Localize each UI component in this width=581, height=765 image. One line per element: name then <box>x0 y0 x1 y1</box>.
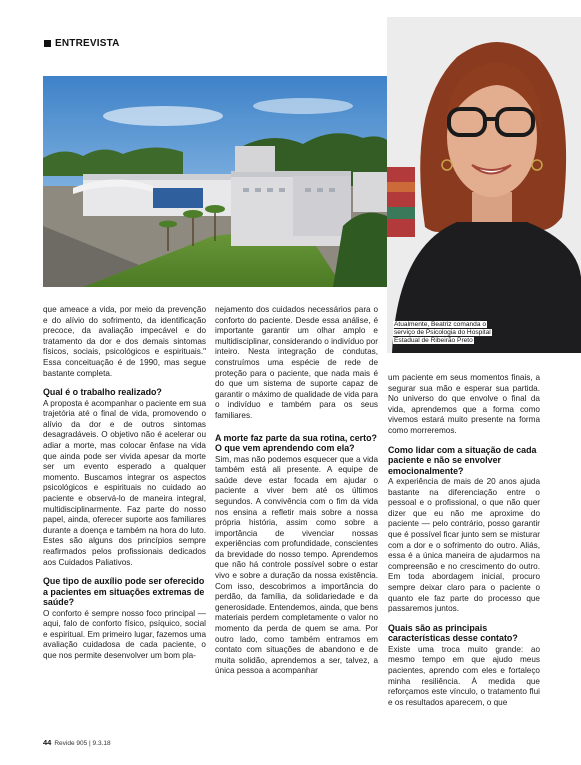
caption-line-3: Estadual de Ribeirão Preto <box>394 337 473 344</box>
woman-portrait-photo <box>387 17 581 353</box>
section-square-icon <box>44 40 51 47</box>
paragraph: que ameace a vida, por meio da prevenção e do alívio do sofrimento, da identificação precoce, da avaliação impecável e do tratamento da dor e dos demais sintomas físicos, sociais, psicológicos e espirituais." Essa conceituação é de 1990, mas segue bastante completa. <box>43 305 206 378</box>
paragraph: Sim, mas não podemos esquecer que a vida também está ali presente. A equipe de saúde deve estar focada em ajudar o paciente a viver bem até os últimos segundos. A convivência com o fim da vida nos ensina a refletir mais sobre a nossa própria história, assim como sobre a importância de vivenciar nossas experiências com profundidade, conscientes da brevidade do nosso tempo. Aprendemos que não há controle possível sobre o estar vivo e sobre a duração da nossa existência. Com isso, descobrimos a importância do perdão, da família, da solidariedade e da generosidade. Entendemos, ainda, que bens materiais perdem completamente o valor no momento da perda de quem se ama. Por outro lado, como também entramos em contato com situações de abandono e de muita solidão, aprendemos a ser, talvez, a única pessoa a acompanhar <box>215 454 378 676</box>
caption-line-2: serviço de Psicologia do Hospital <box>394 329 491 336</box>
section-label-text: ENTREVISTA <box>55 38 120 49</box>
page-number: 44 <box>43 738 52 747</box>
paragraph: A experiência de mais de 20 anos ajuda bastante na diferenciação entre o pessoal e o profissional, o que não quer dizer que eu não me aproxime do paciente — pelo contrário, posso garantir que é possível ficar junto sem se misturar com a dor e o sofrimento do outro. Aliás, essa é a única maneira de ajudarmos na compreensão e no crescimento do outro. Em toda abordagem inicial, procuro sempre deixar claro para o paciente o quanto ele faz parte do processo que passaremos juntos. <box>388 477 540 614</box>
question-heading: Que tipo de auxílio pode ser oferecido a pacientes em situações extremas de saúde? <box>43 576 205 608</box>
question-heading: Qual é o trabalho realizado? <box>43 387 162 398</box>
question-heading: Como lidar com a situação de cada paciente e não se envolver emocionalmente? <box>388 444 537 476</box>
text-column-3 <box>388 373 540 708</box>
paragraph: A proposta é acompanhar o paciente em sua trajetória até o final de vida, promovendo o alívio da dor e de outros sintomas desagradáveis. O objetivo não é acelerar ou adiar a morte, mas colocar ênfase na vida que ainda pode ser vivida apesar da morte ser um evento esperado a qualquer momento. Buscamos integrar os aspectos psicológicos e espirituais no cuidado ao paciente e observá-lo de maneira integral, multidisciplinarmente. Faz parte do nosso papel, ainda, oferecer suporte aos familiares durante a doença e também na hora do luto. Estes são alguns dos princípios sempre reafirmados pelos profissionais dedicados aos Cuidados Paliativos. <box>43 398 206 567</box>
caption-line-1: Atualmente, Beatriz comanda o <box>394 321 486 328</box>
photo-caption <box>393 321 523 345</box>
text-column-1 <box>43 305 206 662</box>
page-footer <box>43 738 111 747</box>
hospital-building-photo <box>43 76 387 287</box>
text-column-2 <box>215 305 378 677</box>
question-heading: Quais são as principais características desse contato? <box>388 622 518 644</box>
paragraph: Existe uma troca muito grande: ao mesmo tempo em que ajudo meus pacientes, aprendo com eles e fortaleço minha resiliência. À medida que reforçamos este vínculo, o tratamento flui e os resultados aparecem, o que <box>388 644 540 707</box>
paragraph: O conforto é sempre nosso foco principal — aqui, falo de conforto físico, psíquico, social e espiritual. Em primeiro lugar, fazemos uma avaliação cuidadosa de cada paciente, o que nos permite desenvolver um bom pla- <box>43 608 206 661</box>
question-heading: A morte faz parte da sua rotina, certo? O que vem aprendendo com ela? <box>215 432 377 454</box>
magazine-issue: Revide 905 | 9.3.18 <box>54 740 111 747</box>
paragraph: um paciente em seus momentos finais, a segurar sua mão e esperar sua partida. No universo do que envolve o final da vida, aprendemos que a forma como vivemos estará muito presente na forma como morreremos. <box>388 373 540 435</box>
section-label <box>44 38 120 49</box>
paragraph: nejamento dos cuidados necessários para o conforto do paciente. Desde essa análise, é importante garantir um olhar amplo e multidisciplinar, considerando o indivíduo por inteiro. Nesta integração de condutas, construímos uma espécie de rede de proteção para o paciente, que nada mais é do que um sistema de suporte capaz de garantir o máximo de qualidade de vida para o indivíduo e também para os seus familiares. <box>215 305 378 420</box>
